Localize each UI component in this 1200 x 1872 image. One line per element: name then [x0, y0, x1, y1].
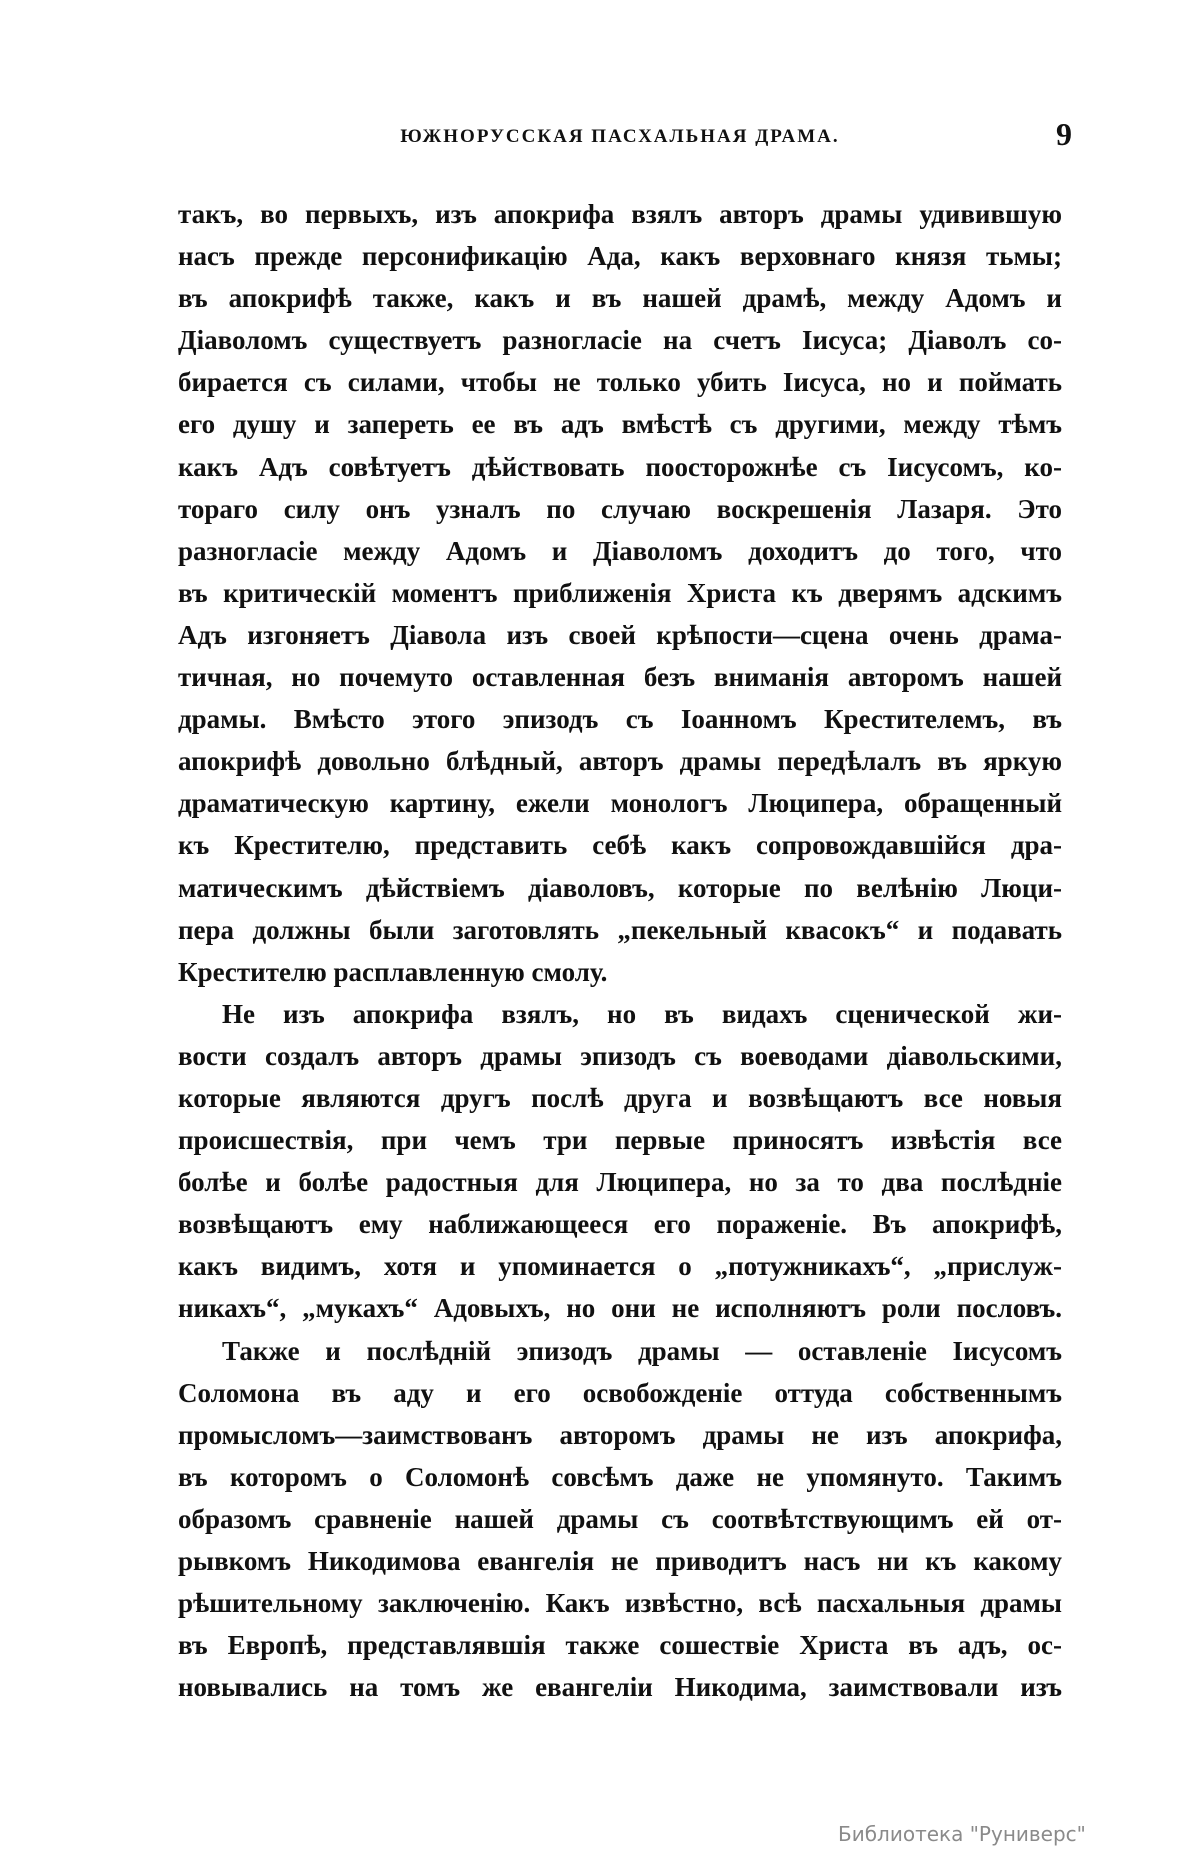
text-line: въ критическій моментъ приближенія Христа къ дверямъ адскимъ: [178, 577, 1062, 608]
text-line: никахъ“, „мукахъ“ Адовыхъ, но они не исполняютъ роли пословъ.: [178, 1293, 1062, 1324]
text-line: Крестителю расплавленную смолу.: [178, 956, 608, 987]
text-line: какъ видимъ, хотя и упоминается о „потужникахъ“, „прислуж-: [178, 1251, 1062, 1282]
text-line: происшествія, при чемъ три первые приносятъ извѣстія все: [178, 1125, 1062, 1156]
page-header: [178, 116, 1072, 154]
text-line: къ Крестителю, представить себѣ какъ сопровождавшійся дра-: [178, 830, 1062, 861]
text-line: Діаволомъ существуетъ разногласіе на счетъ Іисуса; Діаволъ со-: [178, 325, 1062, 356]
text-line: насъ прежде персонификацію Ада, какъ верховнаго князя тьмы;: [178, 241, 1062, 272]
text-line: разногласіе между Адомъ и Діаволомъ доходитъ до того, что: [178, 535, 1062, 566]
text-line: въ которомъ о Соломонѣ совсѣмъ даже не упомянуто. Такимъ: [178, 1461, 1062, 1492]
text-line: возвѣщаютъ ему наближающееся его пораженіе. Въ апокрифѣ,: [178, 1209, 1062, 1240]
text-line: тичная, но почемуто оставленная безъ вниманія авторомъ нашей: [178, 662, 1062, 693]
text-line: тораго силу онъ узналъ по случаю воскрешенія Лазаря. Это: [178, 493, 1062, 524]
page-number: 9: [1056, 116, 1072, 152]
text-line: такъ, во первыхъ, изъ апокрифа взялъ авторъ драмы удивившую: [178, 199, 1062, 229]
text-line: которые являются другъ послѣ друга и возвѣщаютъ все новыя: [178, 1082, 1062, 1113]
text-line: вости создалъ авторъ драмы эпизодъ съ воеводами діавольскими,: [178, 1040, 1062, 1071]
text-line: болѣе и болѣе радостныя для Люципера, но за то два послѣдніе: [178, 1167, 1062, 1198]
text-line: какъ Адъ совѣтуетъ дѣйствовать поосторожнѣе съ Іисусомъ, ко-: [178, 451, 1062, 482]
text-line: рѣшительному заключенію. Какъ извѣстно, всѣ пасхальныя драмы: [178, 1588, 1062, 1619]
text-line: промысломъ—заимствованъ авторомъ драмы не изъ апокрифа,: [178, 1419, 1062, 1450]
library-watermark: Библиотека "Руниверс": [838, 1822, 1086, 1846]
running-title: ЮЖНОРУССКАЯ ПАСХАЛЬНАЯ ДРАМА.: [400, 126, 840, 147]
text-line: Также и послѣдній эпизодъ драмы — оставленіе Іисусомъ: [222, 1335, 1062, 1366]
body-text: [178, 193, 1062, 1708]
text-line: драматическую картину, ежели монологъ Люципера, обращенный: [178, 788, 1062, 819]
text-line: рывкомъ Никодимова евангелія не приводитъ насъ ни къ какому: [178, 1546, 1062, 1576]
text-line: пера должны были заготовлять „пекельный квасокъ“ и подавать: [178, 914, 1062, 945]
text-line: бирается съ силами, чтобы не только убить Іисуса, но и поймать: [178, 367, 1062, 398]
text-line: апокрифѣ довольно блѣдный, авторъ драмы передѣлалъ въ яркую: [178, 746, 1062, 777]
text-line: въ апокрифѣ также, какъ и въ нашей драмѣ, между Адомъ и: [178, 283, 1062, 314]
text-line: матическимъ дѣйствіемъ діаволовъ, которые по велѣнію Люци-: [178, 872, 1062, 903]
text-line: драмы. Вмѣсто этого эпизодъ съ Іоанномъ Крестителемъ, въ: [178, 704, 1062, 735]
text-line: образомъ сравненіе нашей драмы съ соотвѣтствующимъ ей от-: [178, 1503, 1062, 1534]
text-line: Не изъ апокрифа взялъ, но въ видахъ сценической жи-: [222, 998, 1062, 1029]
text-line: новывались на томъ же евангеліи Никодима, заимствовали изъ: [178, 1672, 1062, 1703]
text-line: Адъ изгоняетъ Діавола изъ своей крѣпости—сцена очень драма-: [178, 619, 1062, 650]
text-line: его душу и запереть ее въ адъ вмѣстѣ съ другими, между тѣмъ: [178, 409, 1062, 440]
text-line: въ Европѣ, представлявшія также сошествіе Христа въ адъ, ос-: [178, 1630, 1062, 1661]
text-line: Соломона въ аду и его освобожденіе оттуда собственнымъ: [178, 1377, 1062, 1408]
